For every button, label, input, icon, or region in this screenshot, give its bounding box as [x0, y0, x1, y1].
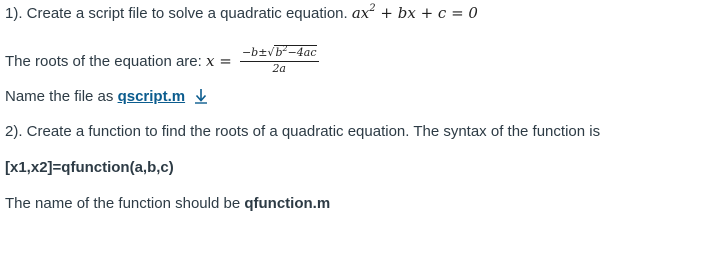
sqrt-rest: −4ac — [287, 46, 317, 59]
sqrt-sign: √ — [267, 46, 275, 59]
roots-formula — [240, 46, 319, 76]
function-file-name: qfunction.m — [244, 195, 331, 212]
file-name-line — [5, 87, 208, 107]
function-name-text: The name of the function should be — [5, 195, 241, 212]
item-2-line — [5, 122, 600, 142]
formula-denominator: 2a — [272, 62, 286, 75]
quadratic-equation — [352, 4, 478, 22]
sqrt-radicand — [274, 45, 316, 59]
qscript-file-link[interactable]: qscript.m — [117, 88, 186, 105]
function-name-line — [5, 194, 330, 214]
formula-numerator — [240, 46, 319, 62]
item-1-text: 1). Create a script file to solve a quadratic equation. — [5, 5, 348, 22]
equation-exponent: 2 — [369, 3, 376, 14]
item-1-line — [5, 3, 478, 24]
download-arrow-icon[interactable] — [194, 88, 208, 104]
roots-line — [5, 44, 319, 77]
equation-ax: ax — [351, 4, 370, 22]
function-syntax: [x1,x2]=qfunction(a,b,c) — [5, 159, 174, 176]
roots-label: The roots of the equation are: — [5, 52, 202, 70]
sqrt-b: b — [275, 46, 283, 59]
roots-variable: x = — [205, 51, 232, 70]
sqrt-exponent: 2 — [282, 44, 288, 53]
syntax-line — [5, 158, 174, 178]
numerator-prefix: −b± — [241, 46, 268, 59]
equation-rest: + bx + c = 0 — [375, 4, 478, 22]
file-line-text: Name the file as — [5, 88, 114, 105]
item-2-text: 2). Create a function to find the roots of a quadratic equation. The syntax of the function is — [5, 123, 601, 140]
